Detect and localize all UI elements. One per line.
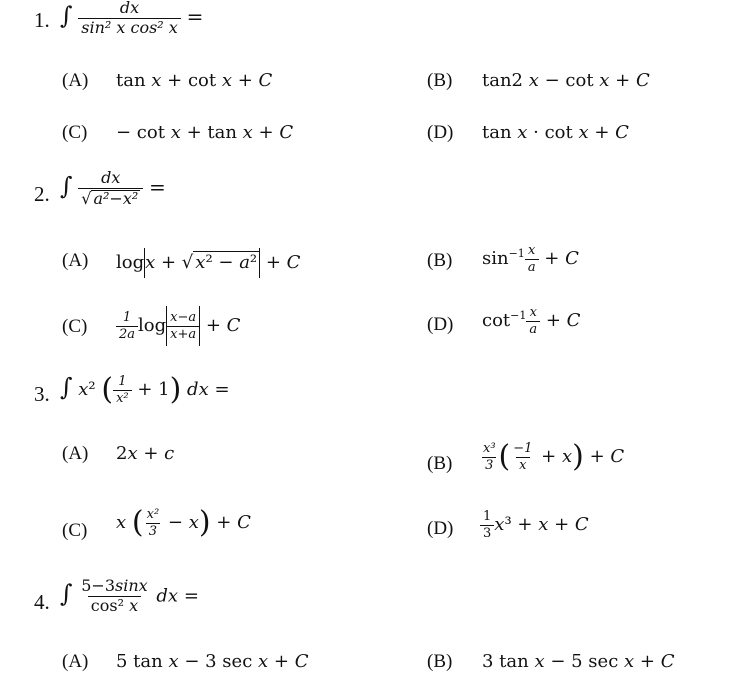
q3-option-b-label[interactable]: (B): [427, 453, 453, 474]
q2-option-d-text[interactable]: $\cot^{-1}$ $\frac{x}{a}$ + C: [482, 305, 581, 337]
q1-option-a-label[interactable]: (A): [62, 70, 89, 91]
question-4-stem: ∫ $\frac{5-3\sin x}{\text{cos² x}}$ dx =: [60, 576, 199, 615]
question-2-stem: ∫ $\frac{dx}{\text{√ a²−x²}}$ =: [60, 168, 166, 208]
q3-option-a-label[interactable]: (A): [62, 443, 89, 464]
q4-option-b-label[interactable]: (B): [427, 651, 453, 672]
q1-option-b-label[interactable]: (B): [427, 70, 453, 91]
question-4-number: 4.: [34, 590, 50, 614]
q3-option-c-text[interactable]: x ( $\frac{\text{x²}}{3}$ − x) + C: [116, 505, 251, 541]
question-2-number: 2.: [34, 182, 50, 206]
q2-option-b-label[interactable]: (B): [427, 250, 453, 271]
q1-option-d-label[interactable]: (D): [427, 122, 454, 143]
q3-option-d-text[interactable]: $\frac{1}{3}$ x³ + x + C: [480, 510, 589, 540]
question-3-number: 3.: [34, 382, 50, 406]
q1-option-d-text[interactable]: tan x · cot x + C: [482, 122, 629, 143]
q2-option-a-label[interactable]: (A): [62, 250, 89, 271]
q1-option-b-text[interactable]: tan2 x − cot x + C: [482, 70, 650, 91]
q1-option-c-label[interactable]: (C): [62, 122, 88, 143]
q4-option-a-text[interactable]: 5 tan x − 3 sec x + C: [116, 651, 309, 672]
question-1-stem: ∫ $\frac{dx}{\text{sin² x cos² x}}$ =: [60, 0, 204, 37]
q1-option-c-text[interactable]: − cot x + tan x + C: [116, 122, 294, 143]
q3-option-b-text[interactable]: $\frac{\text{x³}}{3}$ ( $\frac{-1}{x}$ + x) + C: [483, 439, 625, 475]
q4-option-b-text[interactable]: 3 tan x − 5 sec x + C: [482, 651, 675, 672]
q2-option-c-label[interactable]: (C): [62, 316, 88, 337]
q1-option-a-text[interactable]: tan x + cot x + C: [116, 70, 273, 91]
q2-option-d-label[interactable]: (D): [427, 314, 454, 335]
question-3-stem: ∫ x² ( $\frac{1}{\text{x²}}$ + 1) dx =: [60, 372, 230, 407]
q2-option-c-text[interactable]: $\frac{1}{2a}$ log $\frac{x-a}{x+a}$ + C: [116, 306, 240, 346]
q3-option-a-text[interactable]: 2x + c: [116, 443, 175, 464]
question-1-number: 1.: [34, 8, 50, 32]
q3-option-c-label[interactable]: (C): [62, 520, 88, 541]
q3-option-d-label[interactable]: (D): [427, 518, 454, 539]
q4-option-a-label[interactable]: (A): [62, 651, 89, 672]
q2-option-a-text[interactable]: logx + √ x² − a² + C: [116, 248, 300, 278]
q2-option-b-text[interactable]: $\sin^{-1}$ $\frac{x}{a}$ + C: [482, 243, 579, 275]
